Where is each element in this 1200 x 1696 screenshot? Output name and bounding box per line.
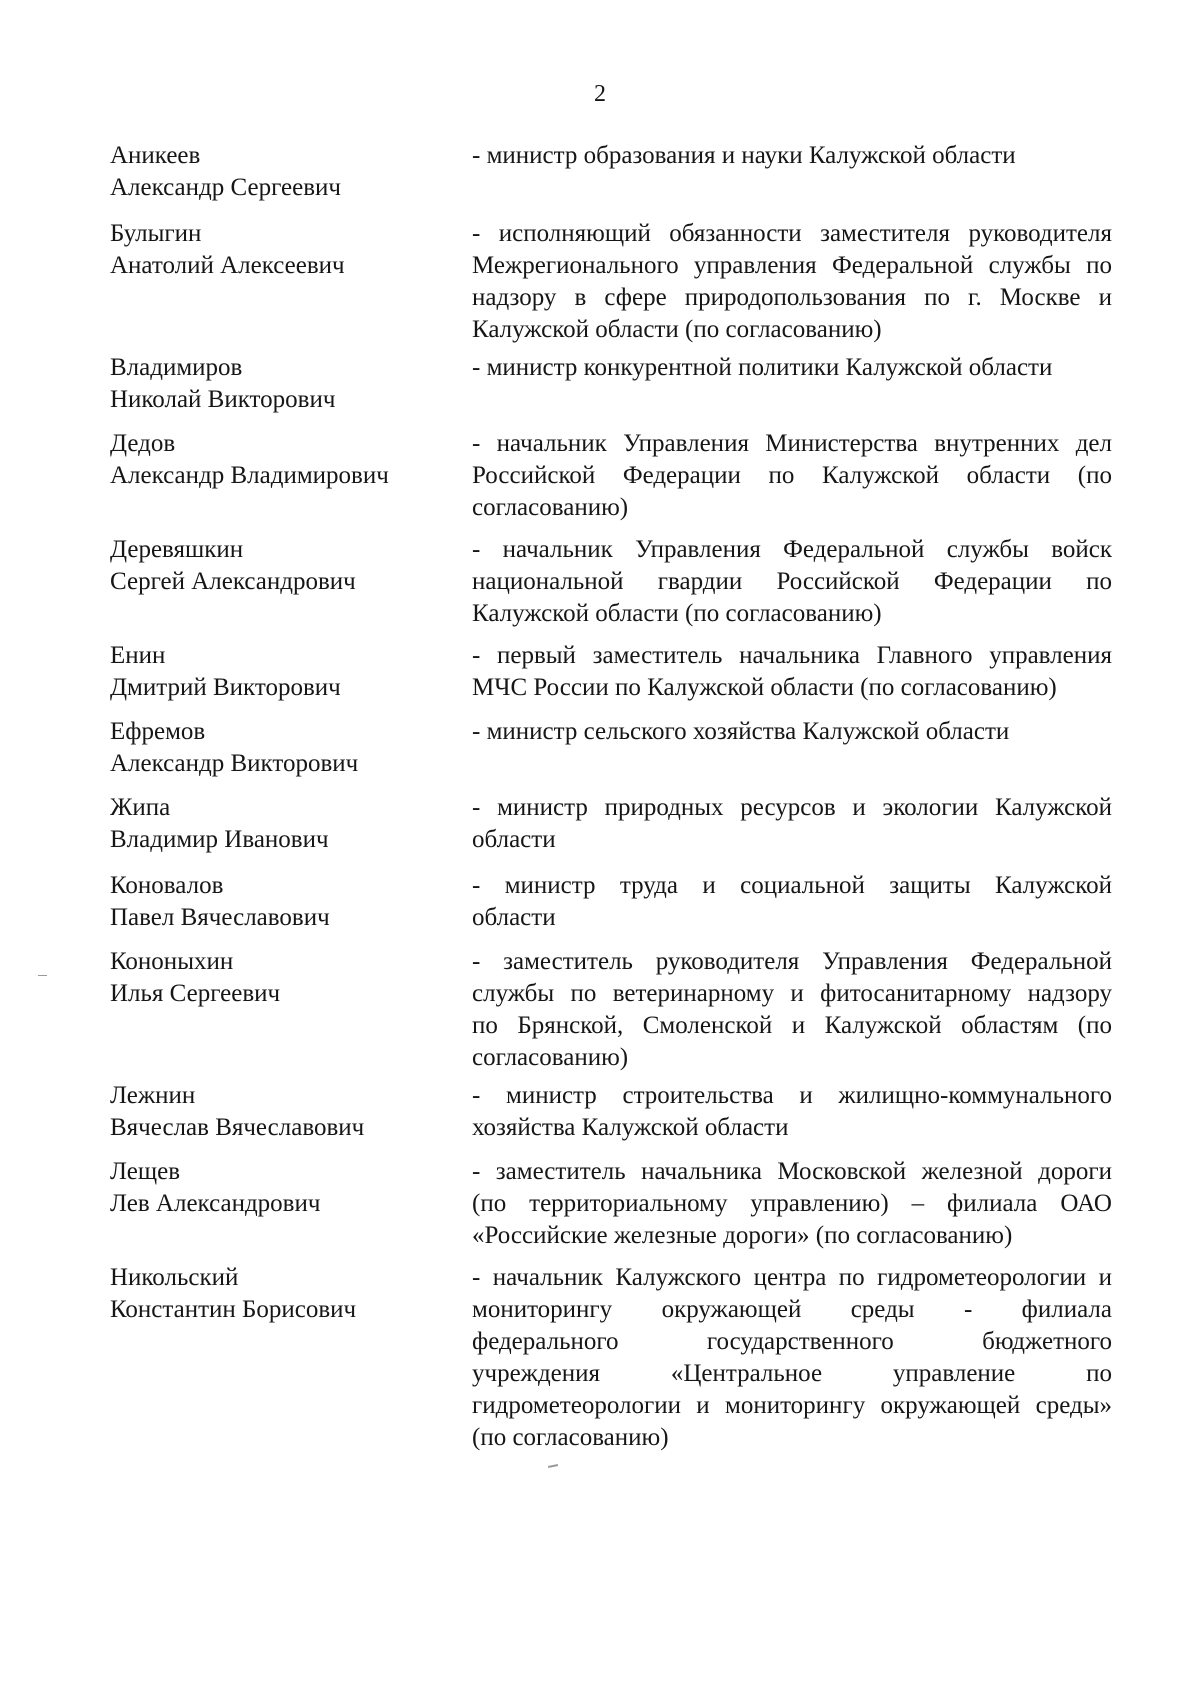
- member-name: [110, 428, 430, 492]
- member-given-names: Александр Викторович: [110, 750, 359, 777]
- member-name: [110, 946, 430, 1010]
- member-role: [472, 218, 1112, 346]
- member-name: [110, 534, 430, 598]
- member-role: [472, 534, 1112, 630]
- member-given-names: Александр Владимирович: [110, 462, 389, 489]
- member-name: [110, 640, 430, 704]
- member-surname: Ефремов: [110, 718, 206, 745]
- member-given-names: Илья Сергеевич: [110, 980, 281, 1007]
- role-line: федерального государственного бюджетного: [472, 1328, 1112, 1355]
- member-surname: Лежнин: [110, 1082, 196, 1109]
- role-line: - министр труда и социальной защиты Калужской: [472, 872, 1112, 899]
- role-line: мониторингу окружающей среды - филиала: [472, 1296, 1112, 1323]
- member-given-names: Владимир Иванович: [110, 826, 329, 853]
- member-role: [472, 870, 1112, 934]
- member-given-names: Вячеслав Вячеславович: [110, 1114, 365, 1141]
- role-line: учреждения «Центральное управление по: [472, 1360, 1112, 1387]
- role-line: - исполняющий обязанности заместителя руководителя: [472, 220, 1112, 247]
- role-line: надзору в сфере природопользования по г. Москве и: [472, 284, 1112, 311]
- member-role: [472, 1262, 1112, 1454]
- role-line: области: [472, 826, 556, 853]
- member-role: [472, 1080, 1112, 1144]
- role-line: - министр конкурентной политики Калужской области: [472, 354, 1053, 381]
- member-surname: Енин: [110, 642, 166, 669]
- scan-speck: [38, 975, 47, 976]
- role-line: - министр сельского хозяйства Калужской области: [472, 718, 1010, 745]
- member-surname: Никольский: [110, 1264, 239, 1291]
- role-line: Калужской области (по согласованию): [472, 600, 882, 627]
- member-given-names: Сергей Александрович: [110, 568, 356, 595]
- role-line: хозяйства Калужской области: [472, 1114, 789, 1141]
- role-line: «Российские железные дороги» (по согласованию): [472, 1222, 1013, 1249]
- role-line: - заместитель руководителя Управления Федеральной: [472, 948, 1112, 975]
- member-surname: Аникеев: [110, 142, 201, 169]
- member-surname: Дедов: [110, 430, 176, 457]
- role-line: по Брянской, Смоленской и Калужской областям (по: [472, 1012, 1112, 1039]
- member-given-names: Лев Александрович: [110, 1190, 321, 1217]
- member-role: [472, 1156, 1112, 1252]
- role-line: Российской Федерации по Калужской области (по: [472, 462, 1112, 489]
- role-line: - начальник Управления Министерства внутренних дел: [472, 430, 1112, 457]
- member-given-names: Константин Борисович: [110, 1296, 357, 1323]
- member-role: [472, 428, 1112, 524]
- role-line: Межрегионального управления Федеральной службы по: [472, 252, 1112, 279]
- role-line: службы по ветеринарному и фитосанитарному надзору: [472, 980, 1112, 1007]
- member-given-names: Дмитрий Викторович: [110, 674, 341, 701]
- member-role: [472, 792, 1112, 856]
- member-role: [472, 352, 1112, 384]
- member-given-names: Анатолий Алексеевич: [110, 252, 345, 279]
- role-line: - министр строительства и жилищно-коммунального: [472, 1082, 1112, 1109]
- member-name: [110, 1156, 430, 1220]
- role-line: согласованию): [472, 1044, 629, 1071]
- member-surname: Коновалов: [110, 872, 224, 899]
- member-given-names: Николай Викторович: [110, 386, 336, 413]
- member-surname: Кононыхин: [110, 948, 234, 975]
- role-line: (по согласованию): [472, 1424, 669, 1451]
- role-line: национальной гвардии Российской Федерации по: [472, 568, 1112, 595]
- member-role: [472, 716, 1112, 748]
- member-surname: Деревяшкин: [110, 536, 244, 563]
- role-line: - министр образования и науки Калужской области: [472, 142, 1016, 169]
- role-line: области: [472, 904, 556, 931]
- member-surname: Лещев: [110, 1158, 181, 1185]
- member-name: [110, 716, 430, 780]
- member-name: [110, 1262, 430, 1326]
- member-name: [110, 140, 430, 204]
- member-role: [472, 640, 1112, 704]
- role-line: гидрометеорологии и мониторингу окружающей среды»: [472, 1392, 1112, 1419]
- member-role: [472, 140, 1112, 172]
- role-line: - заместитель начальника Московской железной дороги: [472, 1158, 1112, 1185]
- member-role: [472, 946, 1112, 1074]
- member-surname: Владимиров: [110, 354, 243, 381]
- role-line: - министр природных ресурсов и экологии Калужской: [472, 794, 1112, 821]
- member-surname: Булыгин: [110, 220, 202, 247]
- role-line: согласованию): [472, 494, 629, 521]
- role-line: МЧС России по Калужской области (по согласованию): [472, 674, 1057, 701]
- role-line: (по территориальному управлению) – филиала ОАО: [472, 1190, 1112, 1217]
- member-name: [110, 218, 430, 282]
- member-given-names: Александр Сергеевич: [110, 174, 341, 201]
- member-name: [110, 792, 430, 856]
- member-given-names: Павел Вячеславович: [110, 904, 330, 931]
- member-surname: Жипа: [110, 794, 171, 821]
- role-line: - первый заместитель начальника Главного управления: [472, 642, 1112, 669]
- role-line: - начальник Калужского центра по гидрометеорологии и: [472, 1264, 1112, 1291]
- role-line: - начальник Управления Федеральной службы войск: [472, 536, 1112, 563]
- scan-speck: [548, 1464, 558, 1468]
- member-name: [110, 352, 430, 416]
- role-line: Калужской области (по согласованию): [472, 316, 882, 343]
- page-number: 2: [594, 81, 606, 107]
- member-name: [110, 1080, 430, 1144]
- member-name: [110, 870, 430, 934]
